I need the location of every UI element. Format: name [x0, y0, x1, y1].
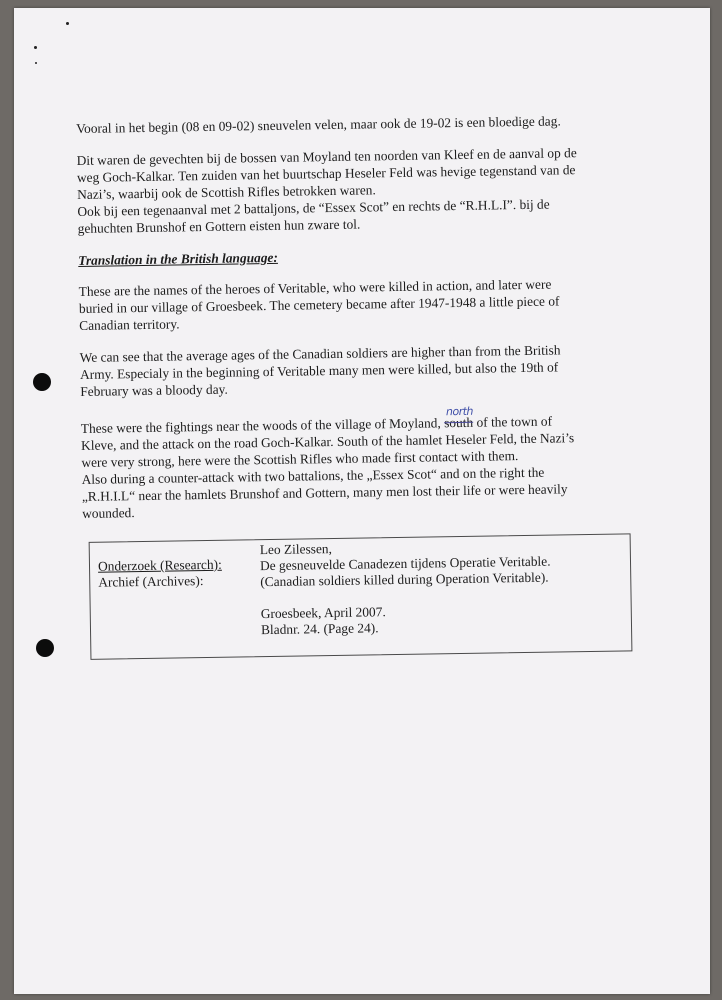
english-paragraph-3	[80, 404, 623, 521]
struck-text: south	[444, 414, 474, 431]
document-body	[76, 112, 624, 660]
text-line: weg Goch-Kalkar. Ten zuiden van het buurtschap Heseler Feld was hevige tegenstand van de	[76, 162, 576, 185]
punch-hole-top	[33, 373, 51, 391]
text-line: We can see that the average ages of the Canadian soldiers are higher than from the British	[79, 342, 561, 365]
handwritten-correction: north	[445, 404, 474, 419]
text-line: „R.H.I.L“ near the hamlets Brunshof and Gottern, many men lost their life or were heavily	[81, 481, 568, 504]
text-fragment: of the town of	[476, 413, 553, 430]
punch-hole-bottom	[36, 639, 54, 657]
source-labels	[98, 557, 222, 591]
title-english: (Canadian soldiers killed during Operation Veritable).	[260, 569, 549, 590]
text-line: wounded.	[82, 505, 135, 521]
source-info	[260, 538, 552, 639]
text-line: Canadian territory.	[79, 316, 180, 333]
page-number: Bladnr. 24. (Page 24).	[260, 620, 379, 638]
struck-word	[444, 404, 474, 431]
dutch-paragraph-1	[76, 112, 616, 137]
text-line: These are the names of the heroes of Veritable, who were killed in action, and later were	[78, 276, 552, 299]
text-line: Ook bij een tegenaanval met 2 battaljons, de “Essex Scot” en rechts de “R.H.L.I”. bij de	[77, 196, 550, 219]
text-fragment: These were the fightings near the woods of the village of Moyland,	[80, 415, 441, 436]
text-line: Vooral in het begin (08 en 09-02) sneuvelen velen, maar ook de 19-02 is een bloedige dag.	[76, 113, 561, 136]
paper-speck	[34, 46, 37, 49]
translation-heading: Translation in the British language:	[78, 249, 278, 268]
dutch-paragraph-2	[77, 144, 618, 237]
paper-speck	[66, 22, 69, 25]
archives-label: Archief (Archives):	[98, 573, 204, 590]
title-dutch: De gesneuvelde Canadezen tijdens Operatie Veritable.	[259, 553, 551, 574]
english-paragraph-2	[80, 340, 621, 399]
paper-speck	[35, 62, 37, 64]
text-line: Kleve, and the attack on the road Goch-Kalkar. South of the hamlet Heseler Feld, the Nazi’s	[80, 430, 575, 453]
author: Leo Zilessen,	[259, 541, 333, 558]
text-line: buried in our village of Groesbeek. The cemetery became after 1947-1948 a little piece of	[78, 293, 560, 316]
research-label: Onderzoek (Research):	[97, 556, 222, 574]
text-line: Army. Especialy in the beginning of Veritable many men were killed, but also the 19th of	[79, 359, 559, 382]
text-line: were very strong, here were the Scottish Rifles who made first contact with them.	[81, 448, 519, 470]
text-line: Also during a counter-attack with two battalions, the „Essex Scot“ and on the right the	[81, 464, 545, 487]
place-date: Groesbeek, April 2007.	[260, 604, 386, 622]
source-box	[89, 533, 633, 659]
text-line: Dit waren de gevechten bij de bossen van Moyland ten noorden van Kleef en de aanval op de	[76, 145, 577, 168]
document-page	[14, 8, 710, 994]
text-line: Nazi’s, waarbij ook de Scottish Rifles betrokken waren.	[77, 182, 376, 202]
text-line: February was a bloody day.	[80, 381, 228, 399]
english-paragraph-1	[79, 274, 620, 333]
text-line: gehuchten Brunshof en Gottern eisten hun zware tol.	[77, 216, 361, 236]
